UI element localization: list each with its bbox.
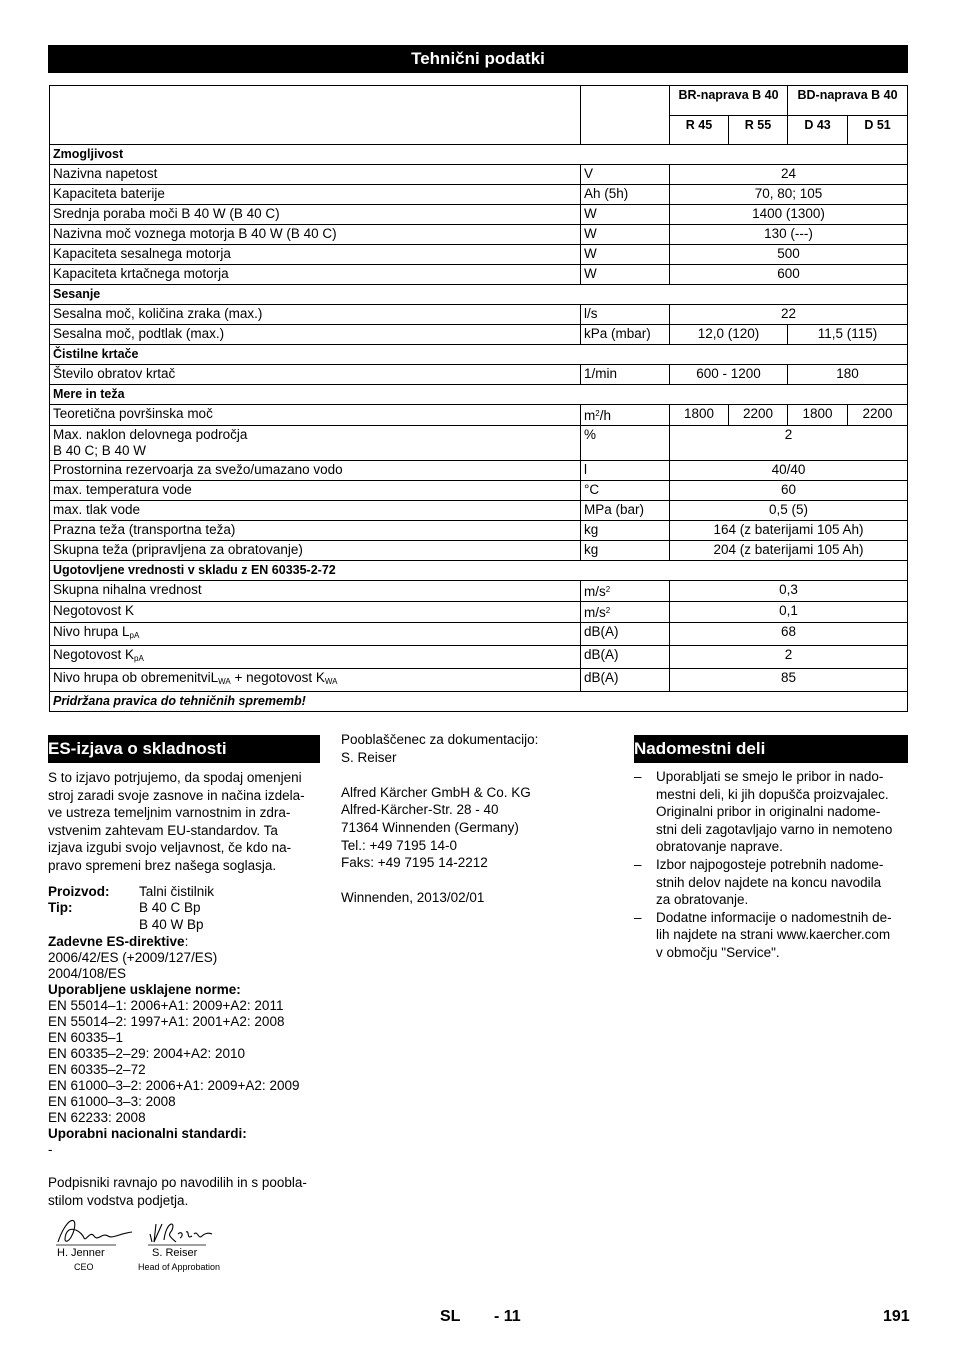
- table-row: Teoretična površinska moč $m^2/h$ 1800 2200 1800 2200: [50, 405, 908, 426]
- signer-1-role: CEO: [74, 1262, 94, 1272]
- table-header-row: [50, 86, 908, 116]
- type-row-2: B 40 W Bp: [139, 917, 204, 933]
- declaration-body: S to izjavo potrjujemo, da spodaj omenjeni stroj zaradi svoje zasnove in načina izdela- ve ustreza temeljnim varnostnim in zdra- vstvenim zahtevam EU-standardov. Ta izjava izgubi svojo veljavnost, če kdo na- pravo spremeni brez našega soglasja. Proizvod: Talni čistilnik Tip: B 40 C Bp B 40 W Bp Zadevne ES-direktive: 2006/42/ES (+2009/127/ES) 2004/108/ES Uporabljene usklajene norme: EN 55014–1: 2006+A1: 2009+A2: 2011 EN 55014–2: 1997+A1: 2001+A2: 2008 EN 60335–1 EN 60335–2–29: 2004+A2: 2010 EN 60335–2–72 EN 61000–3–2: 2006+A1: 2009+A2: 2009 EN 61000–3–3: 2008 EN 62233: 2008 Uporabni nacionalni standardi: - Podpisniki ravnajo po navodilih in s poobla- stilom vodstva podjetja.: [48, 769, 328, 1209]
- table-row: max. tlak vode MPa (bar) 0,5 (5): [50, 501, 908, 521]
- header-br: BR-naprava B 40: [670, 86, 788, 116]
- tech-data-table: [49, 85, 908, 712]
- table-row: Prazna teža (transportna teža) kg 164 (z baterijami 105 Ah): [50, 521, 908, 541]
- directives-title: Zadevne ES-direktive:: [48, 933, 189, 949]
- table-row: Max. naklon delovnega področja B 40 C; B 40 W % 2: [50, 426, 908, 461]
- table-row: Prostornina rezervoarja za svežo/umazano vodo l 40/40: [50, 461, 908, 481]
- table-row: Kapaciteta sesalnega motorja W 500: [50, 245, 908, 265]
- norms-title: Uporabljene usklajene norme:: [48, 981, 241, 997]
- section-row: Ugotovljene vrednosti v skladu z EN 60335-2-72: [50, 561, 908, 581]
- model-d43: D 43: [788, 115, 848, 145]
- table-row: Nazivna napetost V 24: [50, 165, 908, 185]
- tech-data-title: Tehnični podatki: [48, 45, 908, 73]
- table-row: max. temperatura vode °C 60: [50, 481, 908, 501]
- table-row: Nivo hrupa $L_{pA}$ dB(A) 68: [50, 623, 908, 646]
- table-row: Nivo hrupa ob obremenitviL$_{WA}$ + negotovost $K_{WA}$ dB(A) 85: [50, 669, 908, 692]
- signer-1-name: H. Jenner: [57, 1247, 105, 1259]
- spare-parts-list: [634, 768, 914, 962]
- table-row: Srednja poraba moči B 40 W (B 40 C) W 1400 (1300): [50, 205, 908, 225]
- signature-reiser: [146, 1212, 216, 1250]
- table-row: Negotovost $K_{pA}$ dB(A) 2: [50, 646, 908, 669]
- section-row: Zmogljivost: [50, 145, 908, 165]
- footer-local-page: - 11: [494, 1308, 521, 1325]
- table-row: Negotovost K $m/s^2$ 0,1: [50, 602, 908, 623]
- documentation-block: Pooblaščenec za dokumentacijo: S. Reiser Alfred Kärcher GmbH & Co. KG Alfred-Kärcher-Str. 28 - 40 71364 Winnenden (Germany) Tel.: +49 7195 14-0 Faks: +49 7195 14-2212 Winnenden, 2013/02/01: [341, 732, 539, 906]
- declaration-title: ES-izjava o skladnosti: [48, 735, 320, 763]
- signature-jenner: [52, 1212, 138, 1250]
- list-item: – Izbor najpogosteje potrebnih nadome- stnih delov najdete na koncu navodila za obratovanje.: [634, 856, 884, 908]
- table-note-row: Pridržana pravica do tehničnih sprememb!: [50, 692, 908, 712]
- table-row: Skupna nihalna vrednost $m/s^2$ 0,3: [50, 581, 908, 602]
- footer-page-number: 191: [883, 1308, 910, 1325]
- header-bd: BD-naprava B 40: [788, 86, 908, 116]
- signer-2-role: Head of Approbation: [138, 1262, 221, 1272]
- national-title: Uporabni nacionalni standardi:: [48, 1125, 247, 1141]
- footer-language: SL: [440, 1308, 461, 1325]
- list-item: – Dodatne informacije o nadomestnih de- lih najdete na strani www.kaercher.com v območju "Service".: [634, 909, 892, 960]
- signers-text: Podpisniki ravnajo po navodilih in s poobla- stilom vodstva podjetja.: [48, 1174, 307, 1208]
- table-row: Skupna teža (pripravljena za obratovanje) kg 204 (z baterijami 105 Ah): [50, 541, 908, 561]
- table-row: Kapaciteta baterije Ah (5h) 70, 80; 105: [50, 185, 908, 205]
- model-r55: R 55: [729, 115, 788, 145]
- section-row: Sesanje: [50, 285, 908, 305]
- section-row: Mere in teža: [50, 385, 908, 405]
- table-row: Kapaciteta krtačnega motorja W 600: [50, 265, 908, 285]
- model-d51: D 51: [848, 115, 908, 145]
- spare-parts-title: Nadomestni deli: [634, 735, 908, 763]
- table-row: Sesalna moč, podtlak (max.) kPa (mbar) 12,0 (120) 11,5 (115): [50, 325, 908, 345]
- table-row: Število obratov krtač 1/min 600 - 1200 180: [50, 365, 908, 385]
- list-item: – Uporabljati se smejo le pribor in nado- mestni deli, ki jih dopušča proizvajalec. Originalni pribor in originalni nadome- stni deli zagotavljajo varno in nemoteno obratovanje naprave.: [634, 769, 893, 855]
- table-row: Sesalna moč, količina zraka (max.) l/s 22: [50, 305, 908, 325]
- table-row: Nazivna moč voznega motorja B 40 W (B 40 C) W 130 (---): [50, 225, 908, 245]
- type-row: Tip: B 40 C Bp: [48, 900, 201, 916]
- declaration-intro: S to izjavo potrjujemo, da spodaj omenjeni stroj zaradi svoje zasnove in načina izdela- ve ustreza temeljnim varnostnim in zdra- vstvenim zahtevam EU-standardov. Ta izjava izgubi svojo veljavnost, če kdo na- pravo spremeni brez našega soglasja.: [48, 770, 305, 873]
- section-row: Čistilne krtače: [50, 345, 908, 365]
- product-row: Proizvod: Talni čistilnik: [48, 883, 215, 899]
- signer-2-name: S. Reiser: [152, 1247, 198, 1259]
- model-r45: R 45: [670, 115, 729, 145]
